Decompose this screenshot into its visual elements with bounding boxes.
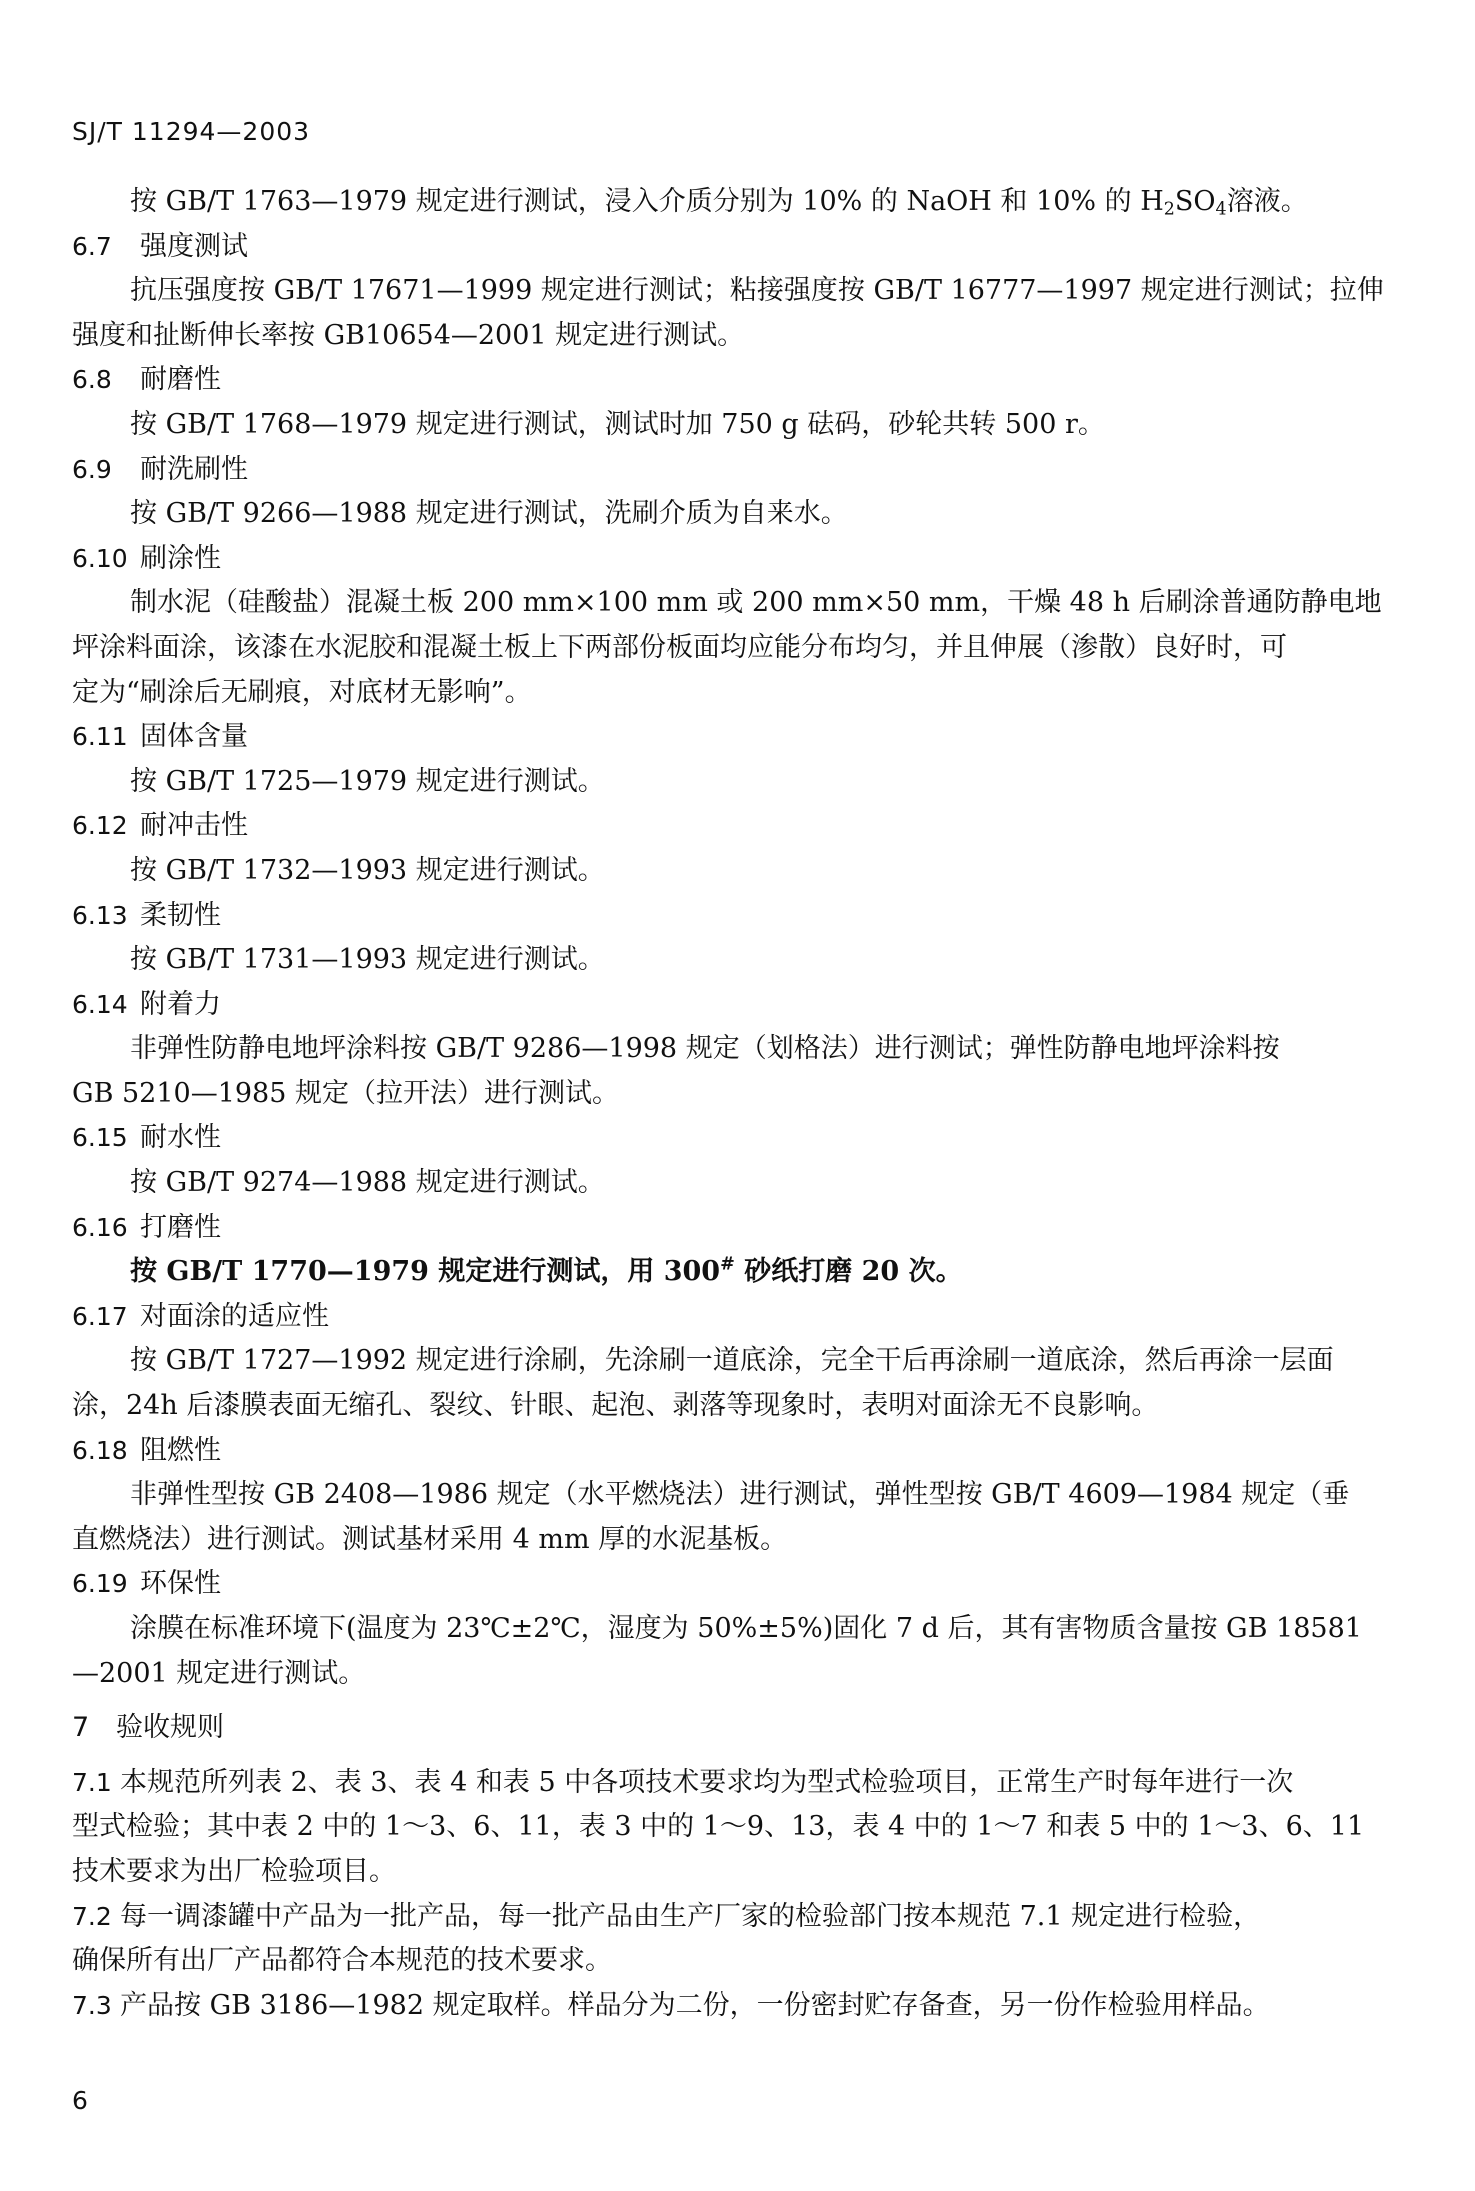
clause-7-1: 7.1 本规范所列表 2、表 3、表 4 和表 5 中各项技术要求均为型式检验项目，正常生产时每年进行一次 <box>72 1766 1294 1798</box>
chapter-heading-7: 7 验收规则 <box>72 1712 224 1744</box>
paragraph-line: 型式检验；其中表 2 中的 1～3、6、11，表 3 中的 1～9、13，表 4 中的 1～7 和表 5 中的 1～3、6、11 <box>72 1811 1365 1843</box>
paragraph-line: 定为“刷涂后无刷痕，对底材无影响”。 <box>72 676 532 708</box>
paragraph-line: 抗压强度按 GB/T 17671—1999 规定进行测试；粘接强度按 GB/T 16777—1997 规定进行测试；拉伸 <box>130 275 1384 307</box>
paragraph-line: 按 GB/T 1727—1992 规定进行涂刷，先涂刷一道底涂，完全干后再涂刷一道底涂，然后再涂一层面 <box>130 1345 1334 1377</box>
section-heading-6-12: 6.12 耐冲击性 <box>72 810 248 842</box>
paragraph-line: 直燃烧法）进行测试。测试基材采用 4 mm 厚的水泥基板。 <box>72 1523 788 1555</box>
paragraph-line: 确保所有出厂产品都符合本规范的技术要求。 <box>72 1945 612 1977</box>
paragraph-line: 制水泥（硅酸盐）混凝土板 200 mm×100 mm 或 200 mm×50 mm，干燥 48 h 后刷涂普通防静电地 <box>130 587 1382 619</box>
section-heading-6-15: 6.15 耐水性 <box>72 1122 221 1154</box>
document-body <box>72 180 1384 2028</box>
paragraph-line: —2001 规定进行测试。 <box>72 1657 366 1689</box>
paragraph-line: 涂膜在标准环境下(温度为 23℃±2℃，湿度为 50%±5%)固化 7 d 后，其有害物质含量按 GB 18581 <box>130 1613 1362 1644</box>
section-heading-6-10: 6.10 刷涂性 <box>72 542 221 574</box>
paragraph-line: 非弹性型按 GB 2408—1986 规定（水平燃烧法）进行测试，弹性型按 GB/T 4609—1984 规定（垂 <box>130 1479 1350 1511</box>
section-heading-6-8: 6.8 耐磨性 <box>72 364 221 396</box>
section-heading-6-16: 6.16 打磨性 <box>72 1211 221 1243</box>
paragraph-line: 按 GB/T 9266—1988 规定进行测试，洗刷介质为自来水。 <box>130 498 848 530</box>
paragraph-line: 按 GB/T 1770—1979 规定进行测试，用 300# 砂纸打磨 20 次。 <box>130 1254 963 1288</box>
section-heading-6-9: 6.9 耐洗刷性 <box>72 453 248 485</box>
document-id-header: SJ/T 11294—2003 <box>72 117 311 146</box>
section-heading-6-11: 6.11 固体含量 <box>72 721 248 753</box>
section-heading-6-7: 6.7 强度测试 <box>72 230 248 262</box>
paragraph-line: 强度和扯断伸长率按 GB10654—2001 规定进行测试。 <box>72 319 745 351</box>
paragraph-line: 按 GB/T 1768—1979 规定进行测试，测试时加 750 g 砝码，砂轮共转 500 r。 <box>130 408 1105 440</box>
paragraph-line: 按 GB/T 1763—1979 规定进行测试，浸入介质分别为 10% 的 NaOH 和 10% 的 $H_2SO_4$溶液。 <box>130 186 1308 220</box>
section-heading-6-18: 6.18 阻燃性 <box>72 1434 221 1466</box>
paragraph-line: 按 GB/T 1732—1993 规定进行测试。 <box>130 854 605 886</box>
section-heading-6-17: 6.17 对面涂的适应性 <box>72 1300 329 1332</box>
paragraph-line: 按 GB/T 1731—1993 规定进行测试。 <box>130 944 605 976</box>
paragraph-line: 技术要求为出厂检验项目。 <box>72 1855 396 1887</box>
clause-7-2: 7.2 每一调漆罐中产品为一批产品，每一批产品由生产厂家的检验部门按本规范 7.1 规定进行检验， <box>72 1900 1261 1932</box>
paragraph-line: 按 GB/T 1725—1979 规定进行测试。 <box>130 765 605 797</box>
section-heading-6-14: 6.14 附着力 <box>72 988 221 1020</box>
paragraph-line: 坪涂料面涂，该漆在水泥胶和混凝土板上下两部份板面均应能分布均匀，并且伸展（渗散）良好时，可 <box>72 631 1287 663</box>
clause-7-3: 7.3 产品按 GB 3186—1982 规定取样。样品分为二份，一份密封贮存备查，另一份作检验用样品。 <box>72 1989 1270 2021</box>
section-heading-6-19: 6.19 环保性 <box>72 1568 221 1600</box>
paragraph-line: GB 5210—1985 规定（拉开法）进行测试。 <box>72 1077 619 1109</box>
paragraph-line: 非弹性防静电地坪涂料按 GB/T 9286—1998 规定（划格法）进行测试；弹性防静电地坪涂料按 <box>130 1033 1280 1065</box>
section-heading-6-13: 6.13 柔韧性 <box>72 899 221 931</box>
paragraph-line: 按 GB/T 9274—1988 规定进行测试。 <box>130 1167 605 1199</box>
paragraph-line: 涂，24h 后漆膜表面无缩孔、裂纹、针眼、起泡、剥落等现象时，表明对面涂无不良影响。 <box>72 1390 1159 1422</box>
page-number: 6 <box>72 2086 88 2115</box>
